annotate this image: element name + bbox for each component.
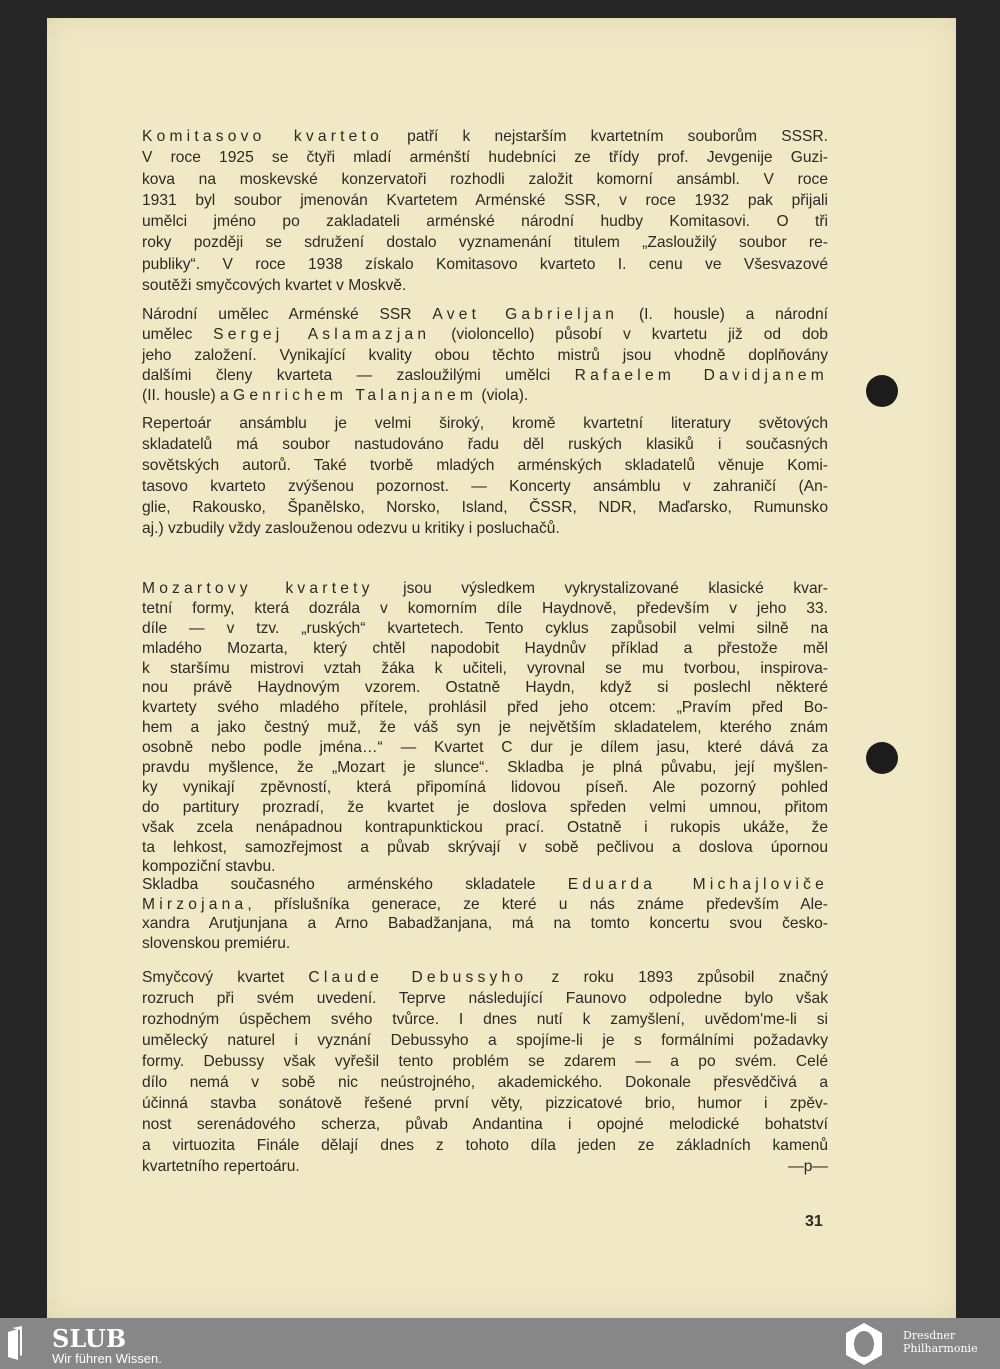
text-line — [142, 1114, 828, 1135]
text-line — [142, 1072, 828, 1093]
text-line — [142, 275, 828, 296]
text-segment: díle — v tzv. „ruských“ kvartetech. Tento cyklus zapůsobil velmi silně na — [142, 619, 828, 637]
text-line — [142, 325, 828, 345]
text-segment: nost serenádového scherza, půvab Andantina i opojné melodické bohatství — [142, 1116, 828, 1133]
text-line — [142, 619, 828, 639]
spaced-name: Eduarda Michajloviče — [567, 876, 829, 893]
text-segment: kompoziční stavbu. — [142, 858, 276, 876]
text-line — [142, 434, 828, 455]
text-line — [142, 346, 828, 366]
text-segment: 1931 byl soubor jmenován Kvartetem Arménské SSR, v roce 1932 pak přijali — [142, 191, 828, 209]
text-segment: z roku 1893 způsobil značný — [527, 969, 828, 986]
text-segment: rozruch při svém uvedení. Teprve následující Faunovo odpoledne bylo však — [142, 990, 828, 1007]
text-segment: V roce 1925 se čtyři mladí arménští hudebníci ze třídy prof. Jevgenije Guzi- — [142, 149, 828, 167]
text-segment: umělci jméno po zakladateli arménské národní hudby Komitasovi. O tři — [142, 213, 828, 231]
spaced-name: Claude Debussyho — [308, 969, 528, 986]
text-line — [142, 698, 828, 718]
text-segment: —p— — [744, 1158, 828, 1175]
text-line — [142, 599, 828, 619]
text-line — [142, 232, 828, 253]
text-segment: tasovo kvarteto zvýšenou pozornost. — Koncerty ansámblu v zahraničí (An- — [142, 478, 828, 495]
text-line — [142, 914, 828, 934]
text-line — [142, 967, 828, 988]
text-line — [142, 1135, 828, 1156]
page-number: 31 — [805, 1213, 823, 1230]
text-line — [142, 254, 828, 275]
footer-bar — [0, 1318, 1000, 1369]
text-segment: kova na moskevské konzervatoři rozhodli založit komorní ansámbl. V roce — [142, 170, 828, 188]
text-segment: dílo nemá v sobě nic neústrojného, akademického. Dokonale přesvědčivá a — [142, 1074, 828, 1091]
text-segment: jsou výsledkem vykrystalizované klasické kvar- — [373, 580, 829, 597]
paragraph — [142, 579, 828, 877]
paragraph — [142, 967, 828, 1177]
text-line — [142, 169, 828, 190]
text-segment: k staršímu mistrovi vztah žáka k učiteli, vyrovnal se mu tvorbou, inspirova- — [142, 659, 828, 677]
text-line — [142, 659, 828, 679]
text-segment: umělecký naturel i vyznání Debussyho a spojíme-li je s formálními požadavky — [142, 1032, 828, 1049]
text-segment: ta lehkost, samozřejmost a půvab skrývají v sobě pečlivou a doslova úpornou — [142, 838, 828, 856]
text-segment: nou právě Haydnovým vzorem. Ostatně Haydn, když si poslechl některé — [142, 679, 828, 697]
spaced-name: Komitasovo kvarteto — [142, 128, 383, 145]
text-segment: účinná stavba sonátově řešené první věty, pizzicatové brio, humor i zpěv- — [142, 1095, 828, 1112]
punch-hole — [866, 742, 898, 774]
spaced-name: Mirzojana — [142, 895, 248, 913]
paragraph — [142, 875, 828, 953]
spaced-name: Rafaelem Davidjanem — [574, 366, 828, 384]
text-line — [142, 988, 828, 1009]
text-segment: dalšími členy kvarteta — zasloužilými umělci — [142, 366, 575, 384]
text-segment: publiky“. V roce 1938 získalo Komitasovo kvarteto I. cenu ve Všesvazové — [142, 255, 828, 273]
text-line — [142, 818, 828, 838]
text-segment: osobně nebo podle jména…“ — Kvartet C dur je dílem jasu, které dává za — [142, 739, 828, 757]
text-line — [142, 934, 828, 954]
text-line — [142, 211, 828, 232]
text-line — [142, 758, 828, 778]
text-line — [142, 497, 828, 518]
text-line — [142, 1093, 828, 1114]
text-segment: umělec — [142, 326, 214, 344]
spaced-name: Avet Gabrieljan — [432, 306, 619, 323]
text-line — [142, 305, 828, 325]
text-line — [142, 455, 828, 476]
text-line — [142, 366, 828, 386]
text-segment: (II. housle) a — [142, 387, 234, 405]
text-segment: rozhodným úspěchem svého tvůrce. I dnes nutí k zamyšlení, uvědom'me-li si — [142, 1011, 828, 1028]
text-line — [142, 190, 828, 211]
text-line — [142, 639, 828, 659]
text-segment: (violoncello) působí v kvartetu již od dob — [430, 326, 828, 344]
text-segment: pravdu myšlence, že „Mozart je slunce“. Skladba je plná půvabu, její myšlen- — [142, 759, 828, 777]
text-line — [142, 579, 828, 599]
text-segment: formy. Debussy však vyřešil tento problém se zdarem — a po svém. Celé — [142, 1053, 828, 1070]
paragraph — [142, 305, 828, 406]
text-segment: tetní formy, která dozrála v komorním díle Haydnově, především v jeho 33. — [142, 599, 828, 617]
slub-logo-text: SLUB — [52, 1324, 127, 1353]
spaced-name: Mozartovy kvartety — [142, 580, 374, 597]
text-line — [142, 386, 828, 406]
text-segment: (I. housle) a národní — [618, 306, 828, 323]
text-segment: soutěži smyčcových kvartet v Moskvě. — [142, 277, 407, 295]
text-segment: kvartety svého mladého přítele, prohlásil před jeho otcem: „Pravím před Bo- — [142, 699, 828, 717]
text-line — [142, 476, 828, 497]
text-segment: (viola). — [477, 387, 529, 405]
text-line — [142, 1156, 828, 1177]
text-segment: hem a jako čestný muž, že váš syn je největším skladatelem, kterého znám — [142, 719, 828, 737]
paragraph — [142, 413, 828, 539]
text-segment: však zcela nenápadnou kontrapunktickou prací. Ostatně i rukopis ukáže, že — [142, 818, 828, 836]
philharmonie-logo-icon — [842, 1322, 886, 1366]
text-line — [142, 518, 828, 539]
spaced-name: Genrichem Talanjanem — [233, 387, 478, 405]
philharmonie-logo-text: Dresdner Philharmonie — [903, 1329, 978, 1355]
text-segment: patří k nejstarším kvartetním souborům SSSR. — [382, 128, 828, 145]
slub-tagline: Wir führen Wissen. — [52, 1351, 162, 1366]
text-segment: aj.) vzbudily vždy zaslouženou odezvu u kritiky i posluchačů. — [142, 520, 560, 537]
text-segment: jeho založení. Vynikající kvality obou těchto mistrů jsou vhodně doplňovány — [142, 346, 828, 364]
text-line — [142, 798, 828, 818]
text-segment: sovětských autorů. Také tvorbě mladých arménských skladatelů věnuje Komi- — [142, 457, 828, 474]
text-segment: glie, Rakousko, Španělsko, Norsko, Island, ČSSR, NDR, Maďarsko, Rumunsko — [142, 499, 828, 516]
text-segment: ky vynikají zpěvností, která připomíná lidovou píseň. Ale pozorný pohled — [142, 778, 828, 796]
text-segment: xandra Arutjunjana a Arno Babadžanjana, má na tomto koncertu svou česko- — [142, 915, 828, 933]
text-segment: Skladba současného arménského skladatele — [142, 876, 568, 893]
text-line — [142, 1030, 828, 1051]
text-segment: skladatelů má soubor nastudováno řadu děl ruských klasiků i současných — [142, 436, 828, 453]
text-line — [142, 413, 828, 434]
text-segment: a virtuozita Finále dělají dnes z tohoto díla jeden ze základních kamenů — [142, 1137, 828, 1154]
punch-hole — [866, 375, 898, 407]
slub-book-icon — [8, 1326, 24, 1360]
text-segment: do partitury prozradí, že kvartet je doslova spředen velmi umnou, přitom — [142, 798, 828, 816]
text-segment: kvartetního repertoáru. — [142, 1158, 300, 1175]
text-line — [142, 778, 828, 798]
text-line — [142, 126, 828, 147]
spaced-name: Sergej Aslamazjan — [213, 326, 431, 344]
text-line — [142, 738, 828, 758]
text-segment: Smyčcový kvartet — [142, 969, 309, 986]
text-segment: slovenskou premiéru. — [142, 934, 291, 952]
text-line — [142, 875, 828, 895]
text-line — [142, 678, 828, 698]
text-line — [142, 895, 828, 915]
text-line — [142, 718, 828, 738]
text-line — [142, 147, 828, 168]
text-line — [142, 1051, 828, 1072]
text-segment: Národní umělec Arménské SSR — [142, 306, 433, 323]
text-segment: , příslušníka generace, ze které u nás známe především Ale- — [247, 895, 828, 913]
text-line — [142, 838, 828, 858]
paragraph — [142, 126, 828, 296]
text-line — [142, 1009, 828, 1030]
text-segment: roky později se sdružení dostalo vyznamenání titulem „Zasloužilý soubor re- — [142, 234, 828, 252]
text-segment: Repertoár ansámblu je velmi široký, kromě kvartetní literatury světových — [142, 415, 828, 432]
text-segment: mladého Mozarta, který chtěl napodobit Haydnův příklad a přestože měl — [142, 639, 828, 657]
